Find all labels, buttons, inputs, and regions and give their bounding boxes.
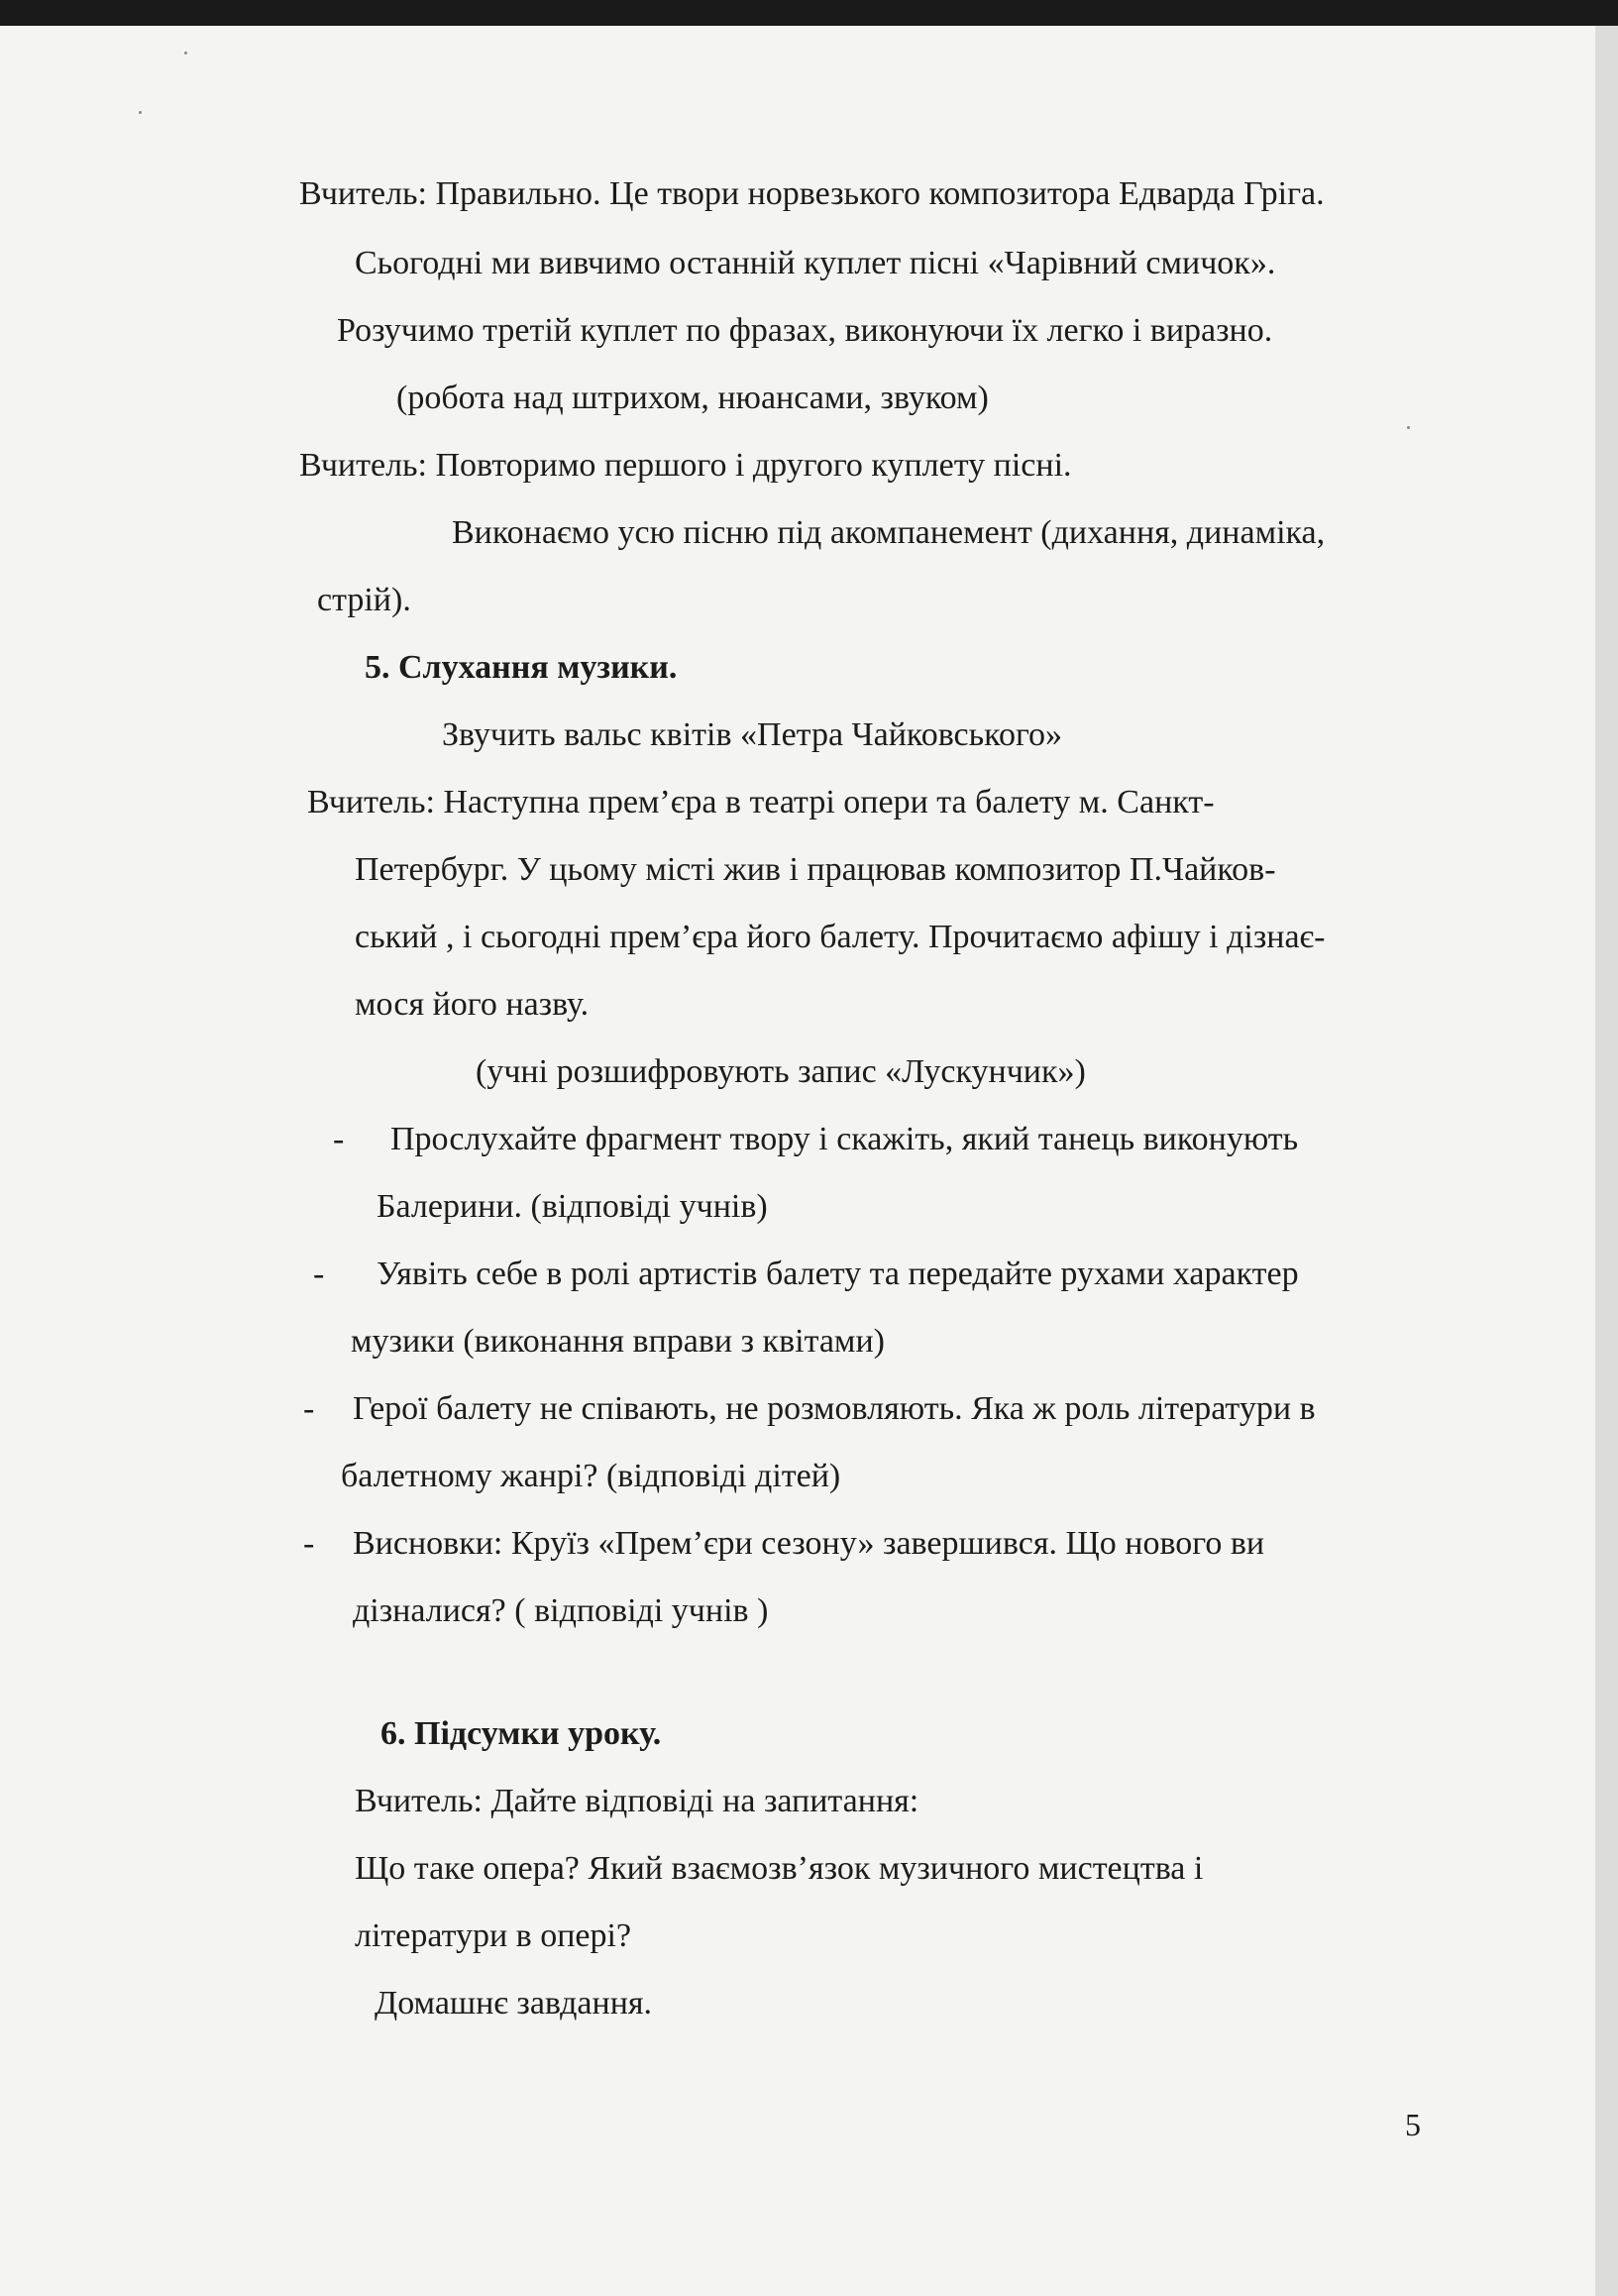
text-line: ський , і сьогодні прем’єра його балету. Прочитаємо афішу і дізнає- (355, 919, 1326, 955)
list-item-continuation: Балерини. (відповіді учнів) (377, 1188, 768, 1225)
list-item-continuation: музики (виконання вправи з квітами) (351, 1323, 885, 1360)
section-heading: 5. Слухання музики. (365, 649, 678, 686)
list-item: Герої балету не співають, не розмовляють. Яка ж роль літератури в (353, 1390, 1316, 1427)
list-dash: - (313, 1256, 325, 1292)
list-dash: - (303, 1525, 315, 1562)
scan-speck (1407, 426, 1410, 429)
list-item: Уявіть себе в ролі артистів балету та передайте рухами характер (377, 1256, 1299, 1292)
text-line: Вчитель: Дайте відповіді на запитання: (355, 1783, 919, 1819)
text-line: Звучить вальс квітів «Петра Чайковського» (442, 716, 1063, 753)
text-line: Вчитель: Правильно. Це твори норвезького композитора Едварда Гріга. (299, 175, 1325, 212)
text-line: Петербург. У цьому місті жив і працював композитор П.Чайков- (355, 851, 1276, 888)
text-line: літератури в опері? (355, 1917, 632, 1954)
list-item: Прослухайте фрагмент твору і скажіть, який танець виконують (390, 1121, 1299, 1157)
section-heading: 6. Підсумки уроку. (380, 1715, 662, 1752)
text-line: Розучимо третій куплет по фразах, виконуючи їх легко і виразно. (337, 312, 1273, 349)
list-item-continuation: балетному жанрі? (відповіді дітей) (341, 1458, 841, 1494)
scan-speck (139, 111, 142, 114)
list-item: Висновки: Круїз «Прем’єри сезону» завершився. Що нового ви (353, 1525, 1265, 1562)
list-dash: - (333, 1121, 345, 1157)
text-line: Виконаємо усю пісню під акомпанемент (дихання, динаміка, (452, 514, 1326, 551)
text-line: Вчитель: Наступна прем’єра в театрі опери та балету м. Санкт- (307, 784, 1215, 820)
text-line: (учні розшифровують запис «Лускунчик») (476, 1053, 1086, 1090)
text-line: Що таке опера? Який взаємозв’язок музичного мистецтва і (355, 1850, 1204, 1887)
text-line: (робота над штрихом, нюансами, звуком) (396, 380, 989, 416)
page-number: 5 (1405, 2107, 1421, 2142)
list-item-continuation: дізналися? ( відповіді учнів ) (353, 1592, 769, 1629)
text-line: стрій). (317, 582, 411, 618)
text-line: мося його назву. (355, 986, 590, 1023)
list-dash: - (303, 1390, 315, 1427)
text-line: Вчитель: Повторимо першого і другого куплету пісні. (299, 447, 1072, 484)
text-line: Домашнє завдання. (375, 1985, 653, 2022)
document-page (0, 26, 1595, 2296)
text-line: Сьогодні ми вивчимо останній куплет пісні «Чарівний смичок». (355, 245, 1276, 281)
scan-edge (1595, 26, 1618, 2296)
scan-speck (184, 52, 187, 55)
